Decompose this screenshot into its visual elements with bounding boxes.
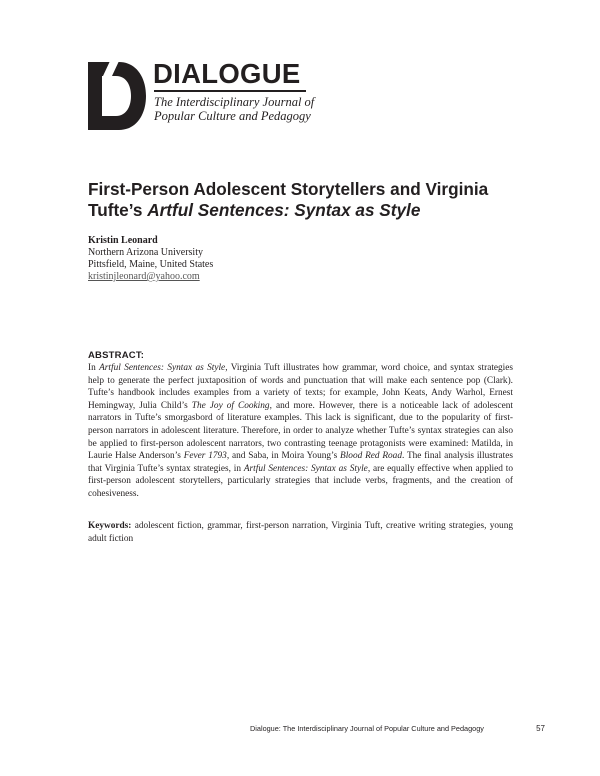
abstract-body (88, 362, 513, 501)
dialogue-d-logo-icon (88, 62, 146, 130)
article-title-italic: Artful Sentences: Syntax as Style (147, 200, 421, 220)
abstract-text: , Virginia Tuft illustrates how grammar, word choice, and syntax strategies help to generate the perfect juxtaposition of words and punctuation that will make each sentence pop (Clark). Tufte’s handbook includes examples from a variety of texts; for example, John Keats, Andy Warhol, Ernest Hemingway, Julia Child’s (88, 363, 514, 411)
keywords-paragraph (88, 520, 513, 545)
journal-subtitle-line2: Popular Culture and Pedagogy (154, 109, 311, 123)
keywords-text: adolescent fiction, grammar, first-person narration, Virginia Tuft, creative writing strategies, young adult fiction (88, 521, 513, 544)
author-block (88, 235, 213, 283)
abstract-text: , are equally effective when applied to first-person adolescent storytellers, particularly strategies that include verbs, fragments, and the creation of cohesiveness. (88, 463, 513, 499)
article-title-main: First-Person Adolescent Storytellers and Virginia Tufte’s (88, 179, 489, 220)
footer-journal-name: Dialogue: The Interdisciplinary Journal of Popular Culture and Pedagogy (250, 724, 484, 733)
abstract-text: . The final analysis illustrates that Virginia Tufte’s syntax strategies, in (88, 451, 513, 474)
journal-subtitle (154, 95, 314, 123)
journal-name: DIALOGUE (153, 58, 301, 89)
author-name: Kristin Leonard (88, 235, 158, 246)
author-location: Pittsfield, Maine, United States (88, 259, 214, 270)
abstract-italic-title: Blood Red Road (340, 451, 402, 462)
abstract-text: , and more. However, there is a noticeable lack of adolescent narrators in Tufte’s smorgasbord of literature examples. This lack is significant, due to the popularity of first-person narrators in adolescent literature. Therefore, in order to analyze whether Tufte’s syntax strategies can also be applied to first-person adolescent narrators, two contrasting teenage protagonists were examined: Matilda, in Laurie Halse Anderson’s (88, 400, 513, 462)
article-title (88, 179, 528, 221)
author-email-link[interactable]: kristinjleonard@yahoo.com (88, 271, 200, 282)
abstract-italic-title: Artful Sentences: Syntax as Style (99, 363, 226, 373)
abstract-text: In (88, 363, 100, 373)
author-affiliation: Northern Arizona University (88, 247, 203, 258)
page-number: 57 (536, 724, 545, 733)
journal-logo (88, 58, 318, 134)
abstract-italic-title: Fever 1793 (183, 451, 227, 462)
abstract-italic-title: Artful Sentences: Syntax as Style (243, 463, 368, 474)
abstract-heading: ABSTRACT: (88, 350, 145, 361)
journal-subtitle-line1: The Interdisciplinary Journal of (154, 95, 315, 109)
keywords-label: Keywords: (88, 521, 132, 531)
abstract-text: , and Saba, in Moira Young’s (226, 451, 341, 462)
logo-divider (154, 90, 306, 92)
abstract-italic-title: The Joy of Cooking (191, 400, 270, 411)
